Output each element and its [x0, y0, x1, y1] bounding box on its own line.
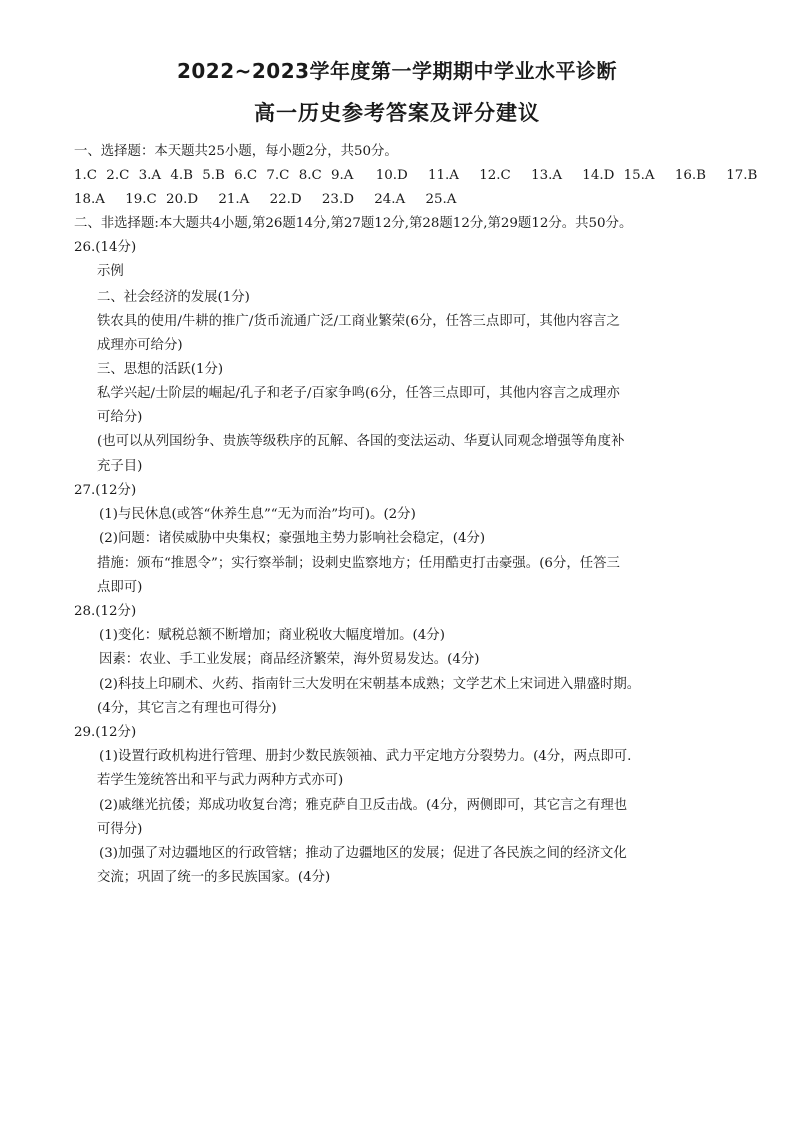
q26-note-cont: 充子目): [97, 459, 143, 474]
document-subtitle: 高一历史参考答案及评分建议: [254, 101, 540, 125]
answer-item: 9.A: [330, 168, 354, 183]
q27-answer-3-cont: 点即可): [97, 580, 143, 595]
answer-item: 4.B: [170, 168, 193, 183]
q28-answer-2: 因素：农业、手工业发展；商品经济繁荣，海外贸易发达。(4分): [99, 652, 480, 667]
answer-item: 19.C: [125, 192, 157, 207]
q27-number: 27.(12分): [74, 483, 137, 498]
q27-answer-2: (2)问题：诸侯威胁中央集权；豪强地主势力影响社会稳定，(4分): [99, 531, 486, 546]
q29-answer-1: (1)设置行政机构进行管理、册封少数民族领袖、武力平定地方分裂势力。(4分，两点即可.: [99, 749, 632, 764]
q26-point1-title: 二、社会经济的发展(1分): [97, 290, 250, 305]
answer-item: 13.A: [531, 168, 563, 183]
q27-answer-3: 措施：颁布“推恩令”；实行察举制；设刺史监察地方；任用酷吏打击豪强。(6分，任答三: [97, 556, 620, 571]
q26-note: (也可以从列国纷争、贵族等级秩序的瓦解、各国的变法运动、华夏认同观念增强等角度补: [97, 434, 625, 449]
answer-item: 7.C: [266, 168, 290, 183]
q28-answer-1: (1)变化：赋税总额不断增加；商业税收大幅度增加。(4分): [99, 628, 445, 643]
answer-item: 21.A: [218, 192, 250, 207]
answer-item: 24.A: [374, 192, 406, 207]
section1-heading: 一、选择题：本天题共25小题，每小题2分，共50分。: [74, 144, 398, 159]
q26-number: 26.(14分): [74, 240, 137, 255]
document-title: 2022~2023学年度第一学期期中学业水平诊断: [176, 59, 618, 83]
answer-item: 18.A: [74, 192, 105, 207]
q26-example-label: 示例: [97, 264, 124, 279]
q29-number: 29.(12分): [74, 725, 137, 740]
answer-item: 16.B: [674, 168, 706, 183]
answer-item: 25.A: [425, 192, 457, 207]
q26-point2-text: 私学兴起/士阶层的崛起/孔子和老子/百家争鸣(6分，任答三点即可，其他内容言之成理亦: [97, 386, 620, 401]
q29-answer-3-cont: 交流；巩固了统一的多民族国家。(4分): [97, 870, 331, 885]
q26-point1-text: 铁农具的使用/牛耕的推广/货币流通广泛/工商业繁荣(6分，任答三点即可，其他内容言之: [97, 314, 620, 329]
answer-item: 2.C: [106, 168, 130, 183]
answers-row-2: [74, 191, 456, 209]
answer-item: 8.C: [298, 168, 322, 183]
q29-answer-3: (3)加强了对边疆地区的行政管辖；推动了边疆地区的发展；促进了各民族之间的经济文化: [99, 846, 627, 861]
q27-answer-1: (1)与民休息(或答“休养生息”“无为而治”均可)。(2分): [99, 507, 416, 522]
answer-item: 20.D: [166, 192, 199, 207]
answer-item: 22.D: [269, 192, 302, 207]
q28-answer-3: (2)科技上印刷术、火药、指南针三大发明在宋朝基本成熟；文学艺术上宋词进入鼎盛时期。: [99, 677, 641, 692]
answer-item: 11.A: [428, 168, 459, 183]
answer-item: 17.B: [726, 168, 758, 183]
q26-point2-title: 三、思想的活跃(1分): [97, 362, 224, 377]
answer-item: 10.D: [375, 168, 408, 183]
section2-heading: 二、非选择题:本大题共4小题,第26题14分,第27题12分,第28题12分,第29题12分。共50分。: [74, 216, 633, 231]
answer-item: 15.A: [623, 168, 655, 183]
answer-item: 12.C: [479, 168, 511, 183]
q29-answer-2: (2)戚继光抗倭；郑成功收复台湾；雅克萨自卫反击战。(4分，两侧即可，其它言之有理也: [99, 798, 628, 813]
answer-item: 14.D: [582, 168, 615, 183]
answer-item: 23.D: [321, 192, 354, 207]
q29-answer-1-cont: 若学生笼统答出和平与武力两种方式亦可): [97, 773, 344, 788]
q26-point2-text-cont: 可给分): [97, 410, 143, 425]
answer-item: 6.C: [234, 168, 258, 183]
q26-point1-text-cont: 成理亦可给分): [97, 338, 183, 353]
q28-number: 28.(12分): [74, 604, 137, 619]
answers-row-1: [74, 167, 757, 185]
q29-answer-2-cont: 可得分): [97, 822, 143, 837]
q28-answer-3-cont: (4分，其它言之有理也可得分): [97, 701, 277, 716]
answer-item: 3.A: [138, 168, 162, 183]
answer-item: 1.C: [74, 168, 98, 183]
answer-item: 5.B: [202, 168, 225, 183]
